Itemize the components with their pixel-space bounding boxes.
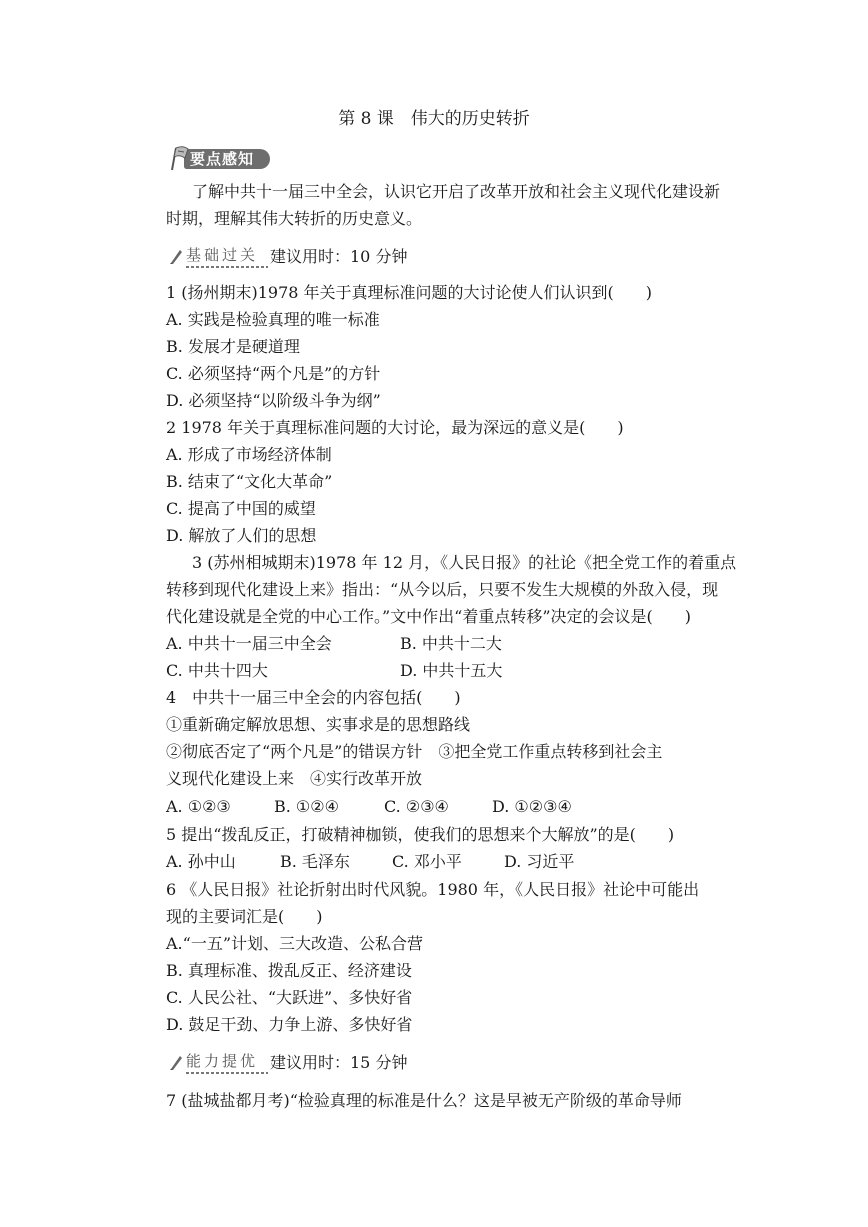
q6-option-d: D. 鼓足干劲、力争上游、多快好省 bbox=[166, 1015, 413, 1034]
flag-icon bbox=[166, 144, 192, 172]
q5-option-a: A. 孙中山 bbox=[166, 852, 236, 871]
pencil-icon bbox=[168, 247, 184, 265]
q3-line-2: 转移到现代化建设上来》指出：“从今以后，只要不发生大规模的外敌入侵，现 bbox=[166, 580, 719, 599]
q4-option-d: D. ①②③④ bbox=[492, 797, 572, 816]
q1-option-c: C. 必须坚持“两个凡是”的方针 bbox=[166, 364, 381, 383]
q5-stem: 5 提出“拨乱反正，打破精神枷锁，使我们的思想来个大解放”的是( ) bbox=[166, 825, 675, 844]
section-basic-time: 建议用时：10 分钟 bbox=[270, 247, 408, 266]
q2-stem: 2 1978 年关于真理标准问题的大讨论，最为深远的意义是( ) bbox=[166, 418, 624, 437]
q3-option-d: D. 中共十五大 bbox=[400, 661, 503, 680]
q6-line-2: 现的主要词汇是( ) bbox=[166, 907, 323, 926]
q7-line-1: 7 (盐城盐都月考)“检验真理的标准是什么？这是早被无产阶级的革命导师 bbox=[166, 1091, 682, 1110]
q5-option-d: D. 习近平 bbox=[504, 852, 575, 871]
q4-item-1: ①重新确定解放思想、实事求是的思想路线 bbox=[166, 715, 471, 734]
q3-option-b: B. 中共十二大 bbox=[400, 634, 502, 653]
q3-option-a: A. 中共十一届三中全会 bbox=[166, 634, 332, 653]
q5-option-b: B. 毛泽东 bbox=[280, 852, 350, 871]
q1-option-a: A. 实践是检验真理的唯一标准 bbox=[166, 310, 380, 329]
q6-option-a: A.“一五”计划、三大改造、公私合营 bbox=[166, 934, 424, 953]
q4-stem: 4 中共十一届三中全会的内容包括( ) bbox=[166, 688, 461, 707]
q3-line-3: 代化建设就是全党的中心工作。”文中作出“着重点转移”决定的会议是( ) bbox=[166, 607, 692, 626]
q2-option-c: C. 提高了中国的威望 bbox=[166, 499, 316, 518]
pencil-icon bbox=[168, 1053, 184, 1071]
q6-option-c: C. 人民公社、“大跃进”、多快好省 bbox=[166, 988, 413, 1007]
q6-line-1: 6 《人民日报》社论折射出时代风貌。1980 年，《人民日报》社论中可能出 bbox=[166, 880, 700, 899]
key-points-text-1: 了解中共十一届三中全会，认识它开启了改革开放和社会主义现代化建设新 bbox=[192, 182, 721, 201]
q4-item-3: 义现代化建设上来 ④实行改革开放 bbox=[166, 769, 423, 788]
key-points-banner bbox=[166, 144, 272, 172]
key-points-text-2: 时期，理解其伟大转折的历史意义。 bbox=[166, 209, 423, 228]
q4-item-2: ②彻底否定了“两个凡是”的错误方针 ③把全党工作重点转移到社会主 bbox=[166, 742, 663, 761]
banner-label: 要点感知 bbox=[190, 150, 255, 168]
q3-option-c: C. 中共十四大 bbox=[166, 661, 268, 680]
q4-option-b: B. ①②④ bbox=[274, 797, 339, 816]
section-ability-underline bbox=[186, 1072, 268, 1074]
q1-stem: 1 (扬州期末)1978 年关于真理标准问题的大讨论使人们认识到( ) bbox=[166, 283, 653, 302]
q6-option-b: B. 真理标准、拨乱反正、经济建设 bbox=[166, 961, 412, 980]
page-title: 第 8 课 伟大的历史转折 bbox=[338, 109, 530, 129]
section-ability-time: 建议用时：15 分钟 bbox=[270, 1053, 408, 1072]
section-ability-label: 能力提优 bbox=[186, 1052, 259, 1070]
section-basic bbox=[168, 245, 468, 269]
section-basic-underline bbox=[186, 266, 268, 268]
q2-option-a: A. 形成了市场经济体制 bbox=[166, 445, 332, 464]
q5-option-c: C. 邓小平 bbox=[392, 852, 462, 871]
q1-option-d: D. 必须坚持“以阶级斗争为纲” bbox=[166, 391, 381, 410]
section-ability bbox=[168, 1051, 468, 1075]
q4-option-a: A. ①②③ bbox=[166, 797, 231, 816]
q2-option-d: D. 解放了人们的思想 bbox=[166, 526, 317, 545]
section-basic-label: 基础过关 bbox=[186, 246, 259, 264]
q4-option-c: C. ②③④ bbox=[384, 797, 449, 816]
q3-line-1: 3 (苏州相城期末)1978 年 12 月，《人民日报》的社论《把全党工作的着重点 bbox=[192, 553, 737, 572]
q1-option-b: B. 发展才是硬道理 bbox=[166, 337, 300, 356]
q2-option-b: B. 结束了“文化大革命” bbox=[166, 472, 333, 491]
